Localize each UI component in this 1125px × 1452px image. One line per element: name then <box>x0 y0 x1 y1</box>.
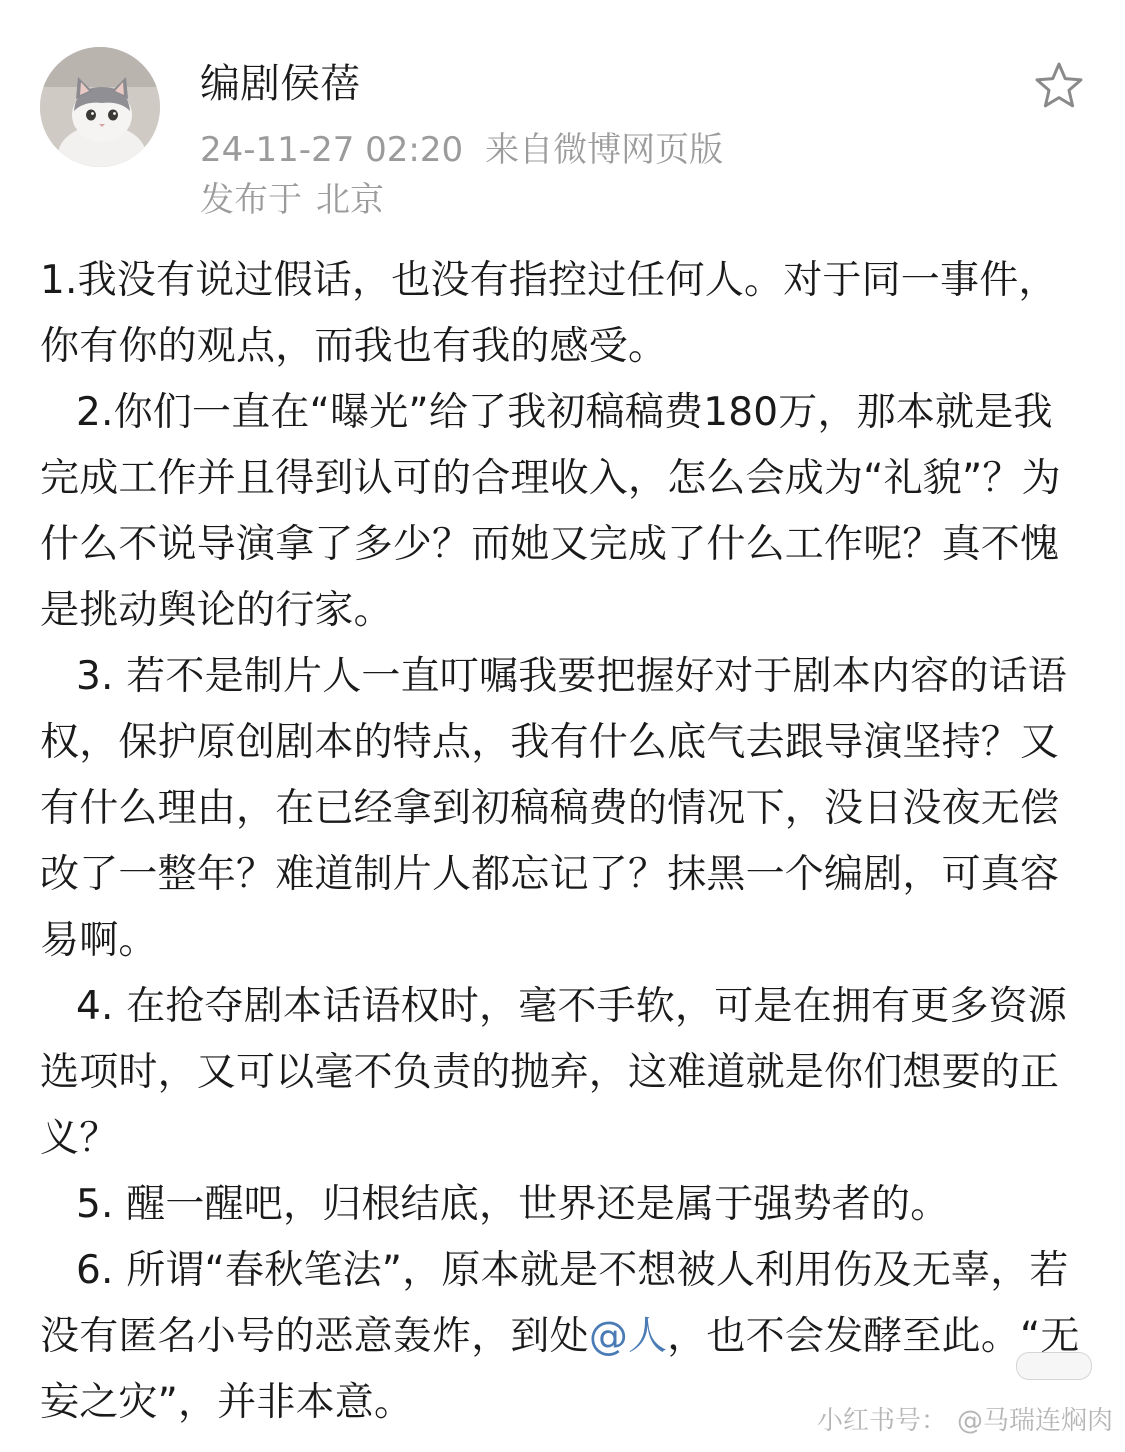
location-name: 北京 <box>316 180 384 220</box>
post-body <box>40 248 1088 1436</box>
watermark-right: @马瑞连焖肉 <box>956 1406 1113 1436</box>
watermark-badge <box>1016 1352 1092 1380</box>
watermark <box>817 1404 1113 1438</box>
post-paragraph: 2.你们一直在“曝光”给了我初稿稿费180万，那本就是我完成工作并且得到认可的合理收入，怎么会成为“礼貌”？为什么不说导演拿了多少？而她又完成了什么工作呢？真不愧是挑动舆论的行家。 <box>40 390 1061 633</box>
post-meta <box>200 128 723 172</box>
paragraph-text: ，也不会发酵至此。“无妄之灾”，并非本意。 <box>40 1314 1080 1425</box>
mention-link[interactable]: @人 <box>588 1314 668 1359</box>
post-paragraph: 3. 若不是制片人一直叮嘱我要把握好对于剧本内容的话语权，保护原创剧本的特点，我有什么底气去跟导演坚持？又有什么理由，在已经拿到初稿稿费的情况下，没日没夜无偿改了一整年？难道制片人都忘记了？抹黑一个编剧，可真容易啊。 <box>40 654 1068 963</box>
favorite-button[interactable] <box>1033 60 1085 112</box>
author-name[interactable]: 编剧侯蓓 <box>200 61 360 107</box>
post-location <box>200 178 384 222</box>
post-paragraph: 5. 醒一醒吧，归根结底，世界还是属于强势者的。 <box>76 1182 950 1227</box>
location-prefix: 发布于 <box>200 180 302 220</box>
post-paragraph: 1.我没有说过假话，也没有指控过任何人。对于同一事件，你有你的观点，而我也有我的感受。 <box>40 258 1058 369</box>
post-source: 来自微博网页版 <box>485 130 724 170</box>
watermark-left: 小红书号： <box>816 1406 947 1436</box>
cat-avatar-image <box>40 47 160 167</box>
paragraph-text: 6. 所谓“春秋笔法”，原本就是不想被人利用伤及无辜，若没有匿名小号的恶意轰炸，到处 <box>40 1248 1069 1359</box>
post-paragraph: 4. 在抢夺剧本话语权时，毫不手软，可是在拥有更多资源选项时，又可以毫不负责的抛弃，这难道就是你们想要的正义？ <box>40 984 1068 1161</box>
post-timestamp: 24-11-27 02:20 <box>200 130 464 170</box>
avatar[interactable] <box>40 47 160 167</box>
star-outline-icon <box>1033 60 1085 112</box>
